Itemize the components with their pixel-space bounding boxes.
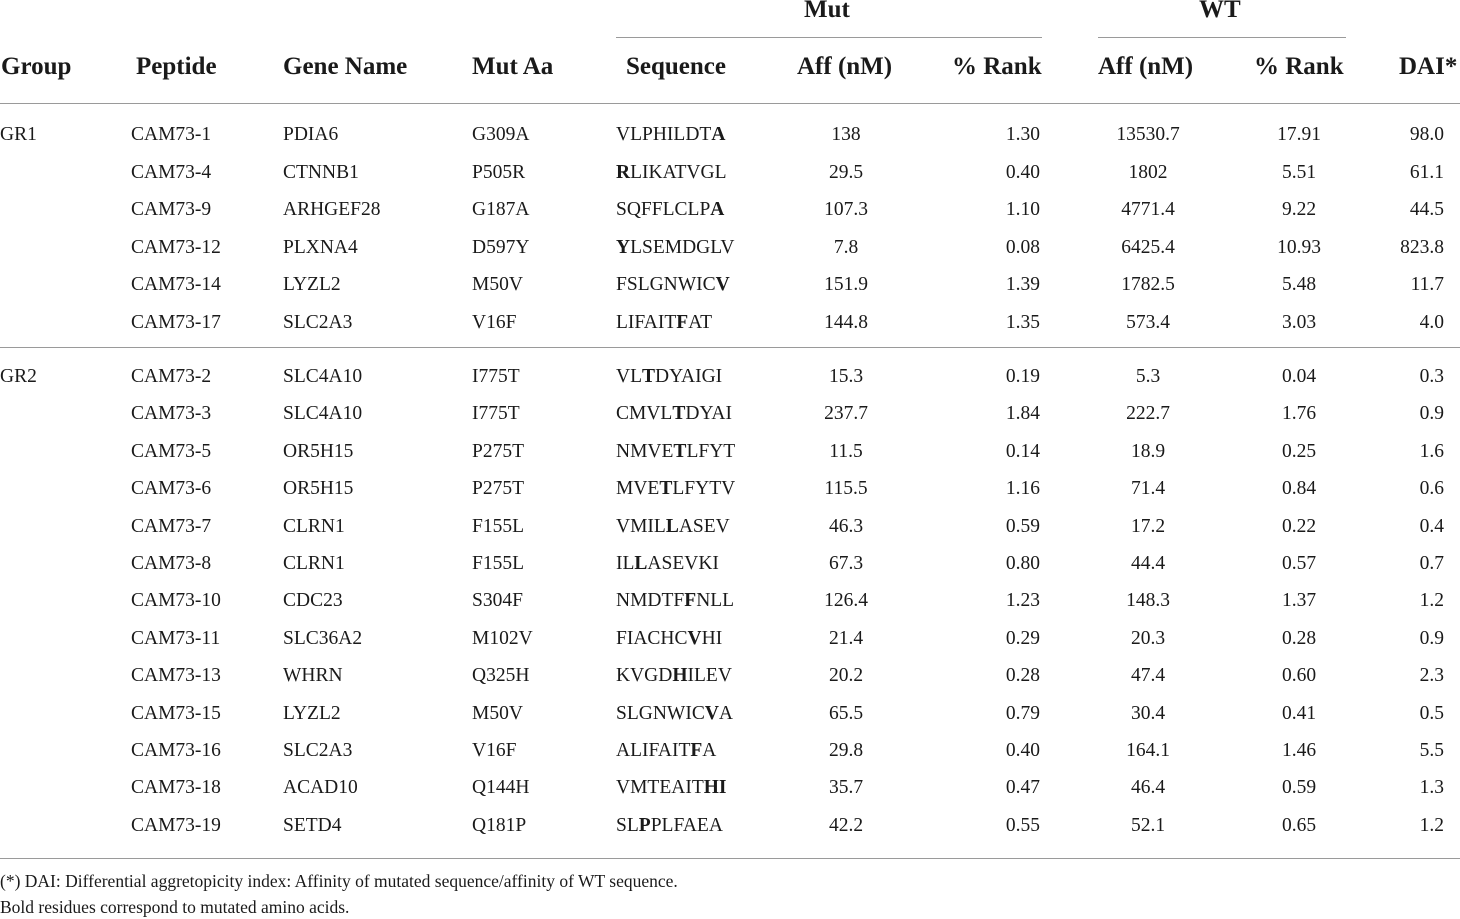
wt-aff-cell: 164.1 — [1126, 740, 1170, 761]
sequence-cell — [616, 274, 730, 296]
sequence-suffix: ILEV — [687, 665, 732, 687]
mut-aa-cell: Q181P — [472, 814, 527, 836]
mut-aff-cell: 107.3 — [824, 199, 868, 220]
wt-aff-cell: 1802 — [1128, 161, 1168, 183]
mut-rank-cell: 0.40 — [1005, 740, 1040, 761]
sequence-suffix: DYAIGI — [655, 366, 723, 387]
sequence-prefix: KVGD — [616, 665, 673, 687]
col-header-mut-aff: Aff (nM) — [797, 53, 893, 80]
mut-rank-cell: 0.29 — [1005, 627, 1040, 649]
wt-aff-cell: 30.4 — [1130, 702, 1166, 724]
sequence-cell — [616, 403, 732, 425]
footnote-bold: Bold residues correspond to mutated amino acids. — [0, 897, 350, 917]
dai-cell: 1.2 — [1419, 814, 1444, 836]
table-row — [0, 665, 1460, 701]
mutated-residue: H — [672, 665, 688, 687]
table-row — [0, 274, 1460, 310]
peptide-cell: CAM73-2 — [131, 366, 212, 387]
peptide-cell: CAM73-17 — [131, 311, 221, 333]
mut-aff-cell: 144.8 — [824, 311, 868, 333]
wt-aff-cell: 71.4 — [1130, 478, 1166, 500]
sequence-prefix: IL — [616, 553, 635, 574]
wt-aff-cell: 6425.4 — [1121, 236, 1175, 258]
sequence-prefix: LIFAIT — [616, 311, 677, 333]
col-header-group: Group — [1, 53, 72, 80]
mut-rank-cell: 0.40 — [1005, 161, 1040, 183]
gene-name-cell: PLXNA4 — [283, 236, 358, 258]
mut-rank-cell: 1.10 — [1005, 199, 1040, 220]
col-header-mut-aa: Mut Aa — [472, 53, 554, 80]
header-rule — [0, 103, 1460, 104]
sequence-prefix: SQFFLCLP — [616, 199, 711, 220]
table-row — [0, 124, 1460, 160]
wt-rank-cell: 10.93 — [1277, 236, 1321, 258]
peptide-cell: CAM73-5 — [131, 440, 212, 462]
mut-aff-cell: 15.3 — [828, 366, 864, 387]
mut-rank-cell: 1.84 — [1005, 403, 1040, 425]
mut-rank-cell: 1.16 — [1005, 478, 1040, 500]
mut-aa-cell: Q144H — [472, 777, 530, 799]
mutated-residue: F — [690, 740, 703, 761]
table-row — [0, 516, 1460, 552]
sequence-cell — [616, 553, 719, 575]
peptide-cell: CAM73-1 — [131, 124, 212, 145]
table-row — [0, 237, 1460, 273]
mutated-residue: A — [710, 199, 725, 220]
table-row — [0, 441, 1460, 477]
peptide-cell: CAM73-4 — [131, 161, 212, 183]
dai-cell: 0.7 — [1419, 553, 1444, 574]
mutated-residue: F — [676, 311, 689, 333]
sequence-suffix: HI — [701, 627, 723, 649]
table-row — [0, 478, 1460, 514]
gene-name-cell: LYZL2 — [283, 702, 341, 724]
wt-rank-cell: 1.76 — [1281, 403, 1317, 425]
wt-aff-cell: 4771.4 — [1121, 199, 1175, 220]
table-row — [0, 403, 1460, 439]
dai-cell: 0.9 — [1419, 403, 1444, 425]
gene-name-cell: OR5H15 — [283, 440, 354, 462]
wt-rank-cell: 0.04 — [1281, 366, 1317, 387]
wt-aff-cell: 52.1 — [1130, 814, 1166, 836]
mutated-residue: A — [711, 124, 726, 145]
mutated-residue: T — [673, 440, 687, 462]
gene-name-cell: SLC2A3 — [283, 740, 353, 761]
mut-aff-cell: 46.3 — [828, 515, 864, 537]
peptide-cell: CAM73-12 — [131, 236, 221, 258]
sequence-prefix: CMVL — [616, 403, 673, 425]
dai-cell: 0.9 — [1419, 627, 1444, 649]
mut-aa-cell: F155L — [472, 553, 525, 574]
dai-cell: 1.3 — [1419, 777, 1444, 799]
sequence-cell — [616, 665, 732, 687]
mut-group-header: Mut — [804, 0, 850, 23]
gene-name-cell: WHRN — [283, 665, 343, 687]
sequence-cell — [616, 628, 722, 650]
wt-rank-cell: 1.37 — [1281, 590, 1317, 612]
peptide-cell: CAM73-6 — [131, 478, 212, 500]
peptide-cell: CAM73-14 — [131, 274, 221, 295]
dai-cell: 61.1 — [1409, 161, 1444, 183]
mut-aff-cell: 65.5 — [828, 702, 864, 724]
col-header-mut-rank: % Rank — [952, 53, 1042, 80]
mut-aa-cell: G309A — [472, 124, 530, 145]
sequence-cell — [616, 366, 722, 388]
mut-aa-cell: F155L — [472, 515, 525, 537]
mutated-residue: Y — [616, 236, 631, 258]
sequence-suffix: LSEMDGLV — [630, 236, 735, 258]
wt-aff-cell: 5.3 — [1135, 366, 1161, 387]
sequence-cell — [616, 516, 730, 538]
sequence-suffix: LIKATVGL — [630, 161, 727, 183]
mut-aa-cell: V16F — [472, 311, 517, 333]
wt-group-header: WT — [1199, 0, 1241, 23]
gene-name-cell: SETD4 — [283, 814, 342, 836]
sequence-cell — [616, 590, 734, 612]
gene-name-cell: CTNNB1 — [283, 161, 359, 183]
sequence-suffix: PLFAEA — [650, 814, 723, 836]
sequence-suffix: ASEVKI — [647, 553, 719, 574]
peptide-cell: CAM73-15 — [131, 702, 221, 724]
dai-cell: 0.3 — [1419, 366, 1444, 387]
mut-aa-cell: D597Y — [472, 236, 530, 258]
mut-aff-cell: 11.5 — [829, 440, 863, 462]
wt-aff-cell: 44.4 — [1130, 553, 1166, 574]
gene-name-cell: LYZL2 — [283, 274, 341, 295]
mut-rank-cell: 0.08 — [1005, 236, 1040, 258]
mut-aff-cell: 29.5 — [828, 161, 864, 183]
wt-aff-cell: 222.7 — [1126, 403, 1170, 425]
wt-rank-cell: 3.03 — [1281, 311, 1317, 333]
mutated-residue: T — [659, 478, 673, 500]
table-row — [0, 366, 1460, 402]
peptide-cell: CAM73-18 — [131, 777, 221, 799]
mutated-residue: F — [684, 590, 697, 612]
sequence-prefix: ALIFAIT — [616, 740, 691, 761]
mut-aa-cell: M50V — [472, 702, 523, 724]
col-header-peptide: Peptide — [136, 53, 217, 80]
mut-rank-cell: 0.59 — [1005, 515, 1040, 537]
dai-cell: 2.3 — [1419, 665, 1444, 687]
mut-rank-cell: 1.23 — [1005, 590, 1040, 612]
wt-rank-cell: 0.41 — [1281, 702, 1317, 724]
mut-aa-cell: M50V — [472, 274, 523, 295]
dai-cell: 5.5 — [1419, 740, 1444, 761]
sequence-cell — [616, 777, 727, 799]
col-header-gene: Gene Name — [283, 53, 408, 80]
group-cell: GR1 — [0, 124, 37, 145]
gene-name-cell: CDC23 — [283, 590, 343, 612]
gene-name-cell: SLC2A3 — [283, 311, 353, 333]
wt-aff-cell: 13530.7 — [1116, 124, 1180, 145]
sequence-prefix: SLGNWIC — [616, 702, 705, 724]
mut-rank-cell: 1.39 — [1005, 274, 1040, 295]
sequence-suffix: LFYT — [686, 440, 736, 462]
col-header-dai: DAI* — [1399, 53, 1458, 80]
dai-cell: 4.0 — [1419, 311, 1444, 333]
mutated-residue: V — [715, 274, 730, 295]
col-header-wt-aff: Aff (nM) — [1098, 53, 1194, 80]
sequence-cell — [616, 162, 727, 184]
sequence-prefix: VL — [616, 366, 642, 387]
gene-name-cell: CLRN1 — [283, 553, 345, 574]
table-bottom-rule — [0, 858, 1460, 859]
sequence-suffix: LFYTV — [672, 478, 736, 500]
table-row — [0, 590, 1460, 626]
wt-rank-cell: 5.51 — [1281, 161, 1317, 183]
table-row — [0, 815, 1460, 851]
sequence-cell — [616, 312, 712, 334]
mut-aff-cell: 138 — [831, 124, 861, 145]
gene-name-cell: SLC4A10 — [283, 366, 363, 387]
wt-rank-cell: 17.91 — [1277, 124, 1321, 145]
wt-aff-cell: 20.3 — [1130, 627, 1166, 649]
wt-rank-cell: 0.59 — [1281, 777, 1317, 799]
mut-aa-cell: G187A — [472, 199, 530, 220]
wt-rank-cell: 9.22 — [1281, 199, 1317, 220]
peptide-cell: CAM73-9 — [131, 199, 212, 220]
sequence-prefix: VMTEAIT — [616, 777, 704, 799]
table-row — [0, 312, 1460, 348]
wt-rank-cell: 0.57 — [1281, 553, 1317, 574]
wt-aff-cell: 47.4 — [1130, 665, 1166, 687]
peptide-cell: CAM73-19 — [131, 814, 221, 836]
mutated-residue: V — [687, 627, 702, 649]
sequence-prefix: SL — [616, 814, 639, 836]
wt-rank-cell: 0.84 — [1281, 478, 1317, 500]
sequence-suffix: A — [702, 740, 717, 761]
wt-rank-cell: 5.48 — [1281, 274, 1317, 295]
col-header-wt-rank: % Rank — [1254, 53, 1344, 80]
table-row — [0, 777, 1460, 813]
table-row — [0, 703, 1460, 739]
mut-aa-cell: I775T — [472, 366, 520, 387]
mut-aff-cell: 67.3 — [828, 553, 864, 574]
sequence-cell — [616, 815, 723, 837]
mut-aff-cell: 21.4 — [828, 627, 864, 649]
gene-name-cell: ACAD10 — [283, 777, 358, 799]
sequence-prefix: VMIL — [616, 515, 666, 537]
table-row — [0, 162, 1460, 198]
sequence-cell — [616, 478, 735, 500]
dai-cell: 98.0 — [1409, 124, 1444, 145]
wt-rank-cell: 0.25 — [1281, 440, 1317, 462]
sequence-prefix: VLPHILDT — [616, 124, 712, 145]
sequence-prefix: FSLGNWIC — [616, 274, 716, 295]
dai-cell: 823.8 — [1400, 236, 1444, 258]
sequence-prefix: FIACHC — [616, 627, 688, 649]
sequence-cell — [616, 740, 716, 762]
mut-group-rule — [616, 37, 1042, 38]
gene-name-cell: SLC4A10 — [283, 403, 363, 425]
wt-rank-cell: 0.65 — [1281, 814, 1317, 836]
wt-group-rule — [1098, 37, 1346, 38]
mut-aa-cell: P275T — [472, 440, 525, 462]
mut-aa-cell: P275T — [472, 478, 525, 500]
mut-aff-cell: 151.9 — [824, 274, 868, 295]
sequence-cell — [616, 237, 734, 259]
mutated-residue: L — [634, 553, 648, 574]
sequence-suffix: A — [718, 702, 734, 724]
mut-aa-cell: Q325H — [472, 665, 530, 687]
wt-aff-cell: 1782.5 — [1121, 274, 1175, 295]
dai-cell: 0.6 — [1419, 478, 1444, 500]
mut-rank-cell: 0.14 — [1005, 440, 1040, 462]
table-row — [0, 553, 1460, 589]
sequence-prefix: NMVE — [616, 440, 674, 462]
wt-aff-cell: 18.9 — [1130, 440, 1166, 462]
mut-aff-cell: 126.4 — [824, 590, 868, 612]
wt-rank-cell: 0.60 — [1281, 665, 1317, 687]
mut-aff-cell: 29.8 — [828, 740, 864, 761]
mut-aff-cell: 7.8 — [833, 236, 859, 258]
sequence-prefix: MVE — [616, 478, 660, 500]
gene-name-cell: ARHGEF28 — [283, 199, 381, 220]
peptide-cell: CAM73-7 — [131, 515, 212, 537]
sequence-cell — [616, 124, 725, 146]
sequence-prefix: NMDTF — [616, 590, 685, 612]
mutated-residue: HI — [703, 777, 727, 799]
dai-cell: 0.5 — [1419, 702, 1444, 724]
sequence-cell — [616, 441, 735, 463]
mutated-residue: V — [704, 702, 719, 724]
peptide-cell: CAM73-13 — [131, 665, 221, 687]
wt-aff-cell: 17.2 — [1130, 515, 1166, 537]
sequence-suffix: NLL — [696, 590, 735, 612]
mutated-residue: T — [672, 403, 686, 425]
table-row — [0, 740, 1460, 776]
dai-cell: 44.5 — [1409, 199, 1444, 220]
wt-aff-cell: 573.4 — [1126, 311, 1170, 333]
sequence-cell — [616, 199, 724, 221]
mut-aa-cell: V16F — [472, 740, 517, 761]
mut-rank-cell: 0.19 — [1005, 366, 1040, 387]
mutated-residue: L — [665, 515, 679, 537]
mut-rank-cell: 0.55 — [1005, 814, 1040, 836]
mut-aff-cell: 237.7 — [824, 403, 868, 425]
gene-name-cell: OR5H15 — [283, 478, 354, 500]
sequence-suffix: AT — [688, 311, 713, 333]
mutated-residue: P — [638, 814, 651, 836]
mut-aa-cell: S304F — [472, 590, 523, 612]
gene-name-cell: SLC36A2 — [283, 627, 363, 649]
peptide-cell: CAM73-11 — [131, 627, 221, 649]
peptide-cell: CAM73-3 — [131, 403, 212, 425]
mutated-residue: R — [616, 161, 631, 183]
wt-aff-cell: 46.4 — [1130, 777, 1166, 799]
mut-aff-cell: 20.2 — [828, 665, 864, 687]
mut-aff-cell: 115.5 — [824, 478, 868, 500]
peptide-cell: CAM73-16 — [131, 740, 221, 761]
mut-rank-cell: 0.80 — [1005, 553, 1040, 574]
mut-aff-cell: 42.2 — [828, 814, 864, 836]
sequence-suffix: DYAI — [685, 403, 732, 425]
group-cell: GR2 — [0, 366, 37, 387]
dai-cell: 1.2 — [1419, 590, 1444, 612]
dai-cell: 11.7 — [1410, 274, 1444, 295]
sequence-cell — [616, 703, 733, 725]
mut-rank-cell: 1.35 — [1005, 311, 1040, 333]
wt-rank-cell: 0.22 — [1281, 515, 1317, 537]
dai-cell: 0.4 — [1419, 515, 1444, 537]
peptide-cell: CAM73-8 — [131, 553, 212, 574]
table-row — [0, 199, 1460, 235]
dai-cell: 1.6 — [1419, 440, 1444, 462]
mutated-residue: T — [642, 366, 656, 387]
peptide-cell: CAM73-10 — [131, 590, 221, 612]
mut-rank-cell: 0.47 — [1005, 777, 1040, 799]
wt-rank-cell: 0.28 — [1281, 627, 1317, 649]
gene-name-cell: PDIA6 — [283, 124, 339, 145]
mut-aa-cell: M102V — [472, 627, 533, 649]
mut-aa-cell: P505R — [472, 161, 526, 183]
mut-rank-cell: 0.79 — [1005, 702, 1040, 724]
sequence-suffix: ASEV — [678, 515, 730, 537]
gene-name-cell: CLRN1 — [283, 515, 345, 537]
wt-rank-cell: 1.46 — [1281, 740, 1317, 761]
mut-rank-cell: 0.28 — [1005, 665, 1040, 687]
mut-aff-cell: 35.7 — [828, 777, 864, 799]
col-header-sequence: Sequence — [626, 53, 726, 80]
table-row — [0, 628, 1460, 664]
mut-aa-cell: I775T — [472, 403, 520, 425]
wt-aff-cell: 148.3 — [1126, 590, 1170, 612]
footnote-dai: (*) DAI: Differential aggretopicity index: Affinity of mutated sequence/affinity of WT sequence. — [0, 871, 678, 891]
mut-rank-cell: 1.30 — [1005, 124, 1040, 145]
